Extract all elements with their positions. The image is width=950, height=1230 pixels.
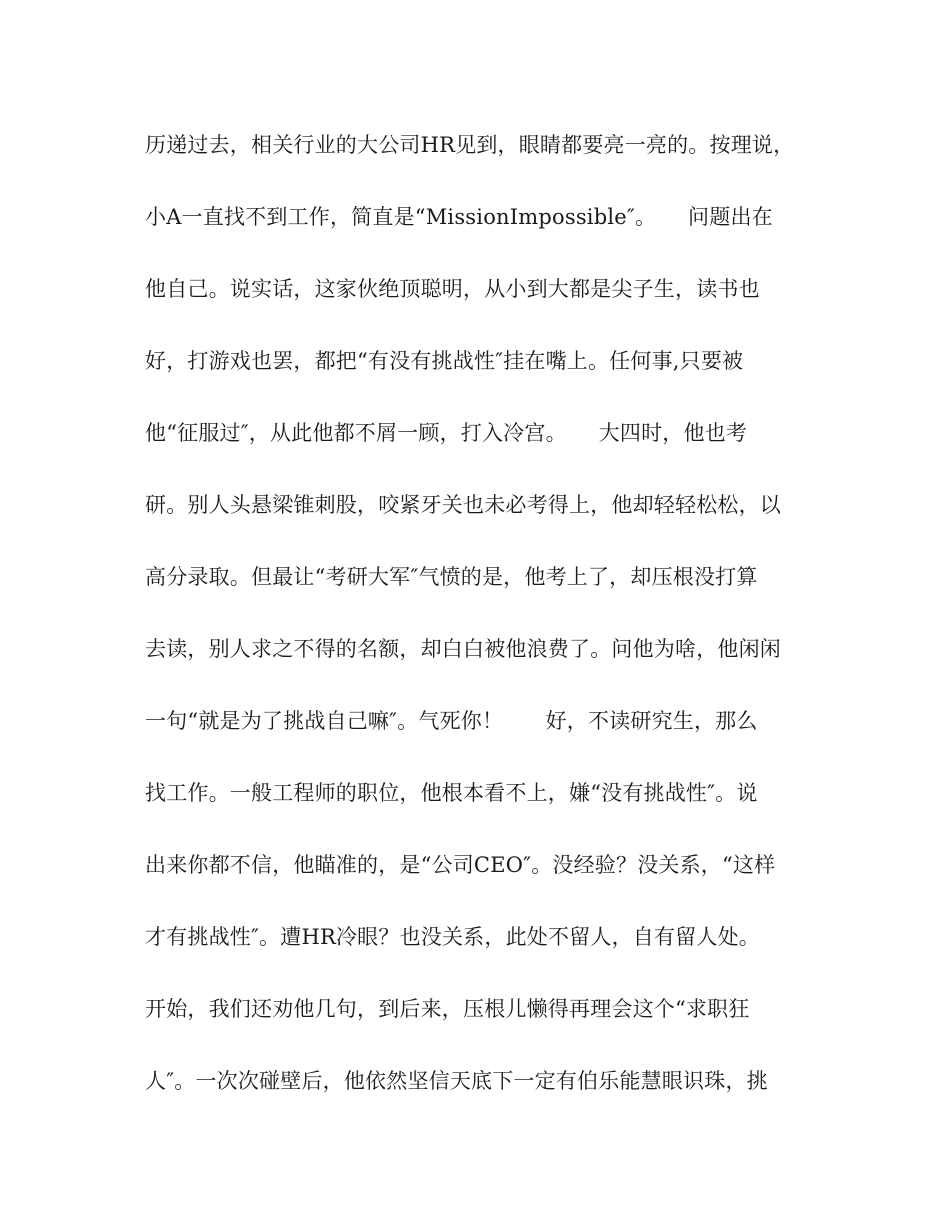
- text-line-5: 他“征服过″，从此他都不屑一顾，打入冷宫。 大四时，他也考: [145, 421, 748, 445]
- text-line-6: 研。别人头悬梁锥刺股，咬紧牙关也未必考得上，他却轻轻松松，以: [145, 493, 781, 517]
- text-line-3: 他自己。说实话，这家伙绝顶聪明，从小到大都是尖子生，读书也: [145, 277, 760, 301]
- text-line-7: 高分录取。但最让“考研大军″气愤的是，他考上了，却压根没打算: [145, 565, 758, 589]
- text-line-10: 找工作。一般工程师的职位，他根本看不上，嫌“没有挑战性″。说: [145, 781, 758, 805]
- text-line-9: 一句“就是为了挑战自己嘛″。气死你！ 好，不读研究生，那么: [145, 709, 758, 733]
- text-line-4: 好，打游戏也罢，都把“有没有挑战性″挂在嘴上。任何事,只要被: [145, 349, 744, 373]
- text-line-8: 去读，别人求之不得的名额，却白白被他浪费了。问他为啥，他闲闲: [145, 637, 781, 661]
- text-line-2: 小A一直找不到工作，简直是“MissionImpossible″。 问题出在: [145, 205, 773, 229]
- text-line-11: 出来你都不信，他瞄准的，是“公司CEO″。没经验？没关系，“这样: [145, 853, 776, 877]
- text-line-14: 人″。一次次碰壁后，他依然坚信天底下一定有伯乐能慧眼识珠，挑: [145, 1069, 768, 1093]
- text-line-12: 才有挑战性″。遭HR冷眼？也没关系，此处不留人，自有留人处。: [145, 925, 760, 949]
- text-line-1: 历递过去，相关行业的大公司HR见到，眼睛都要亮一亮的。按理说，: [145, 133, 795, 157]
- text-line-13: 开始，我们还劝他几句，到后来，压根儿懒得再理会这个“求职狂: [145, 997, 750, 1021]
